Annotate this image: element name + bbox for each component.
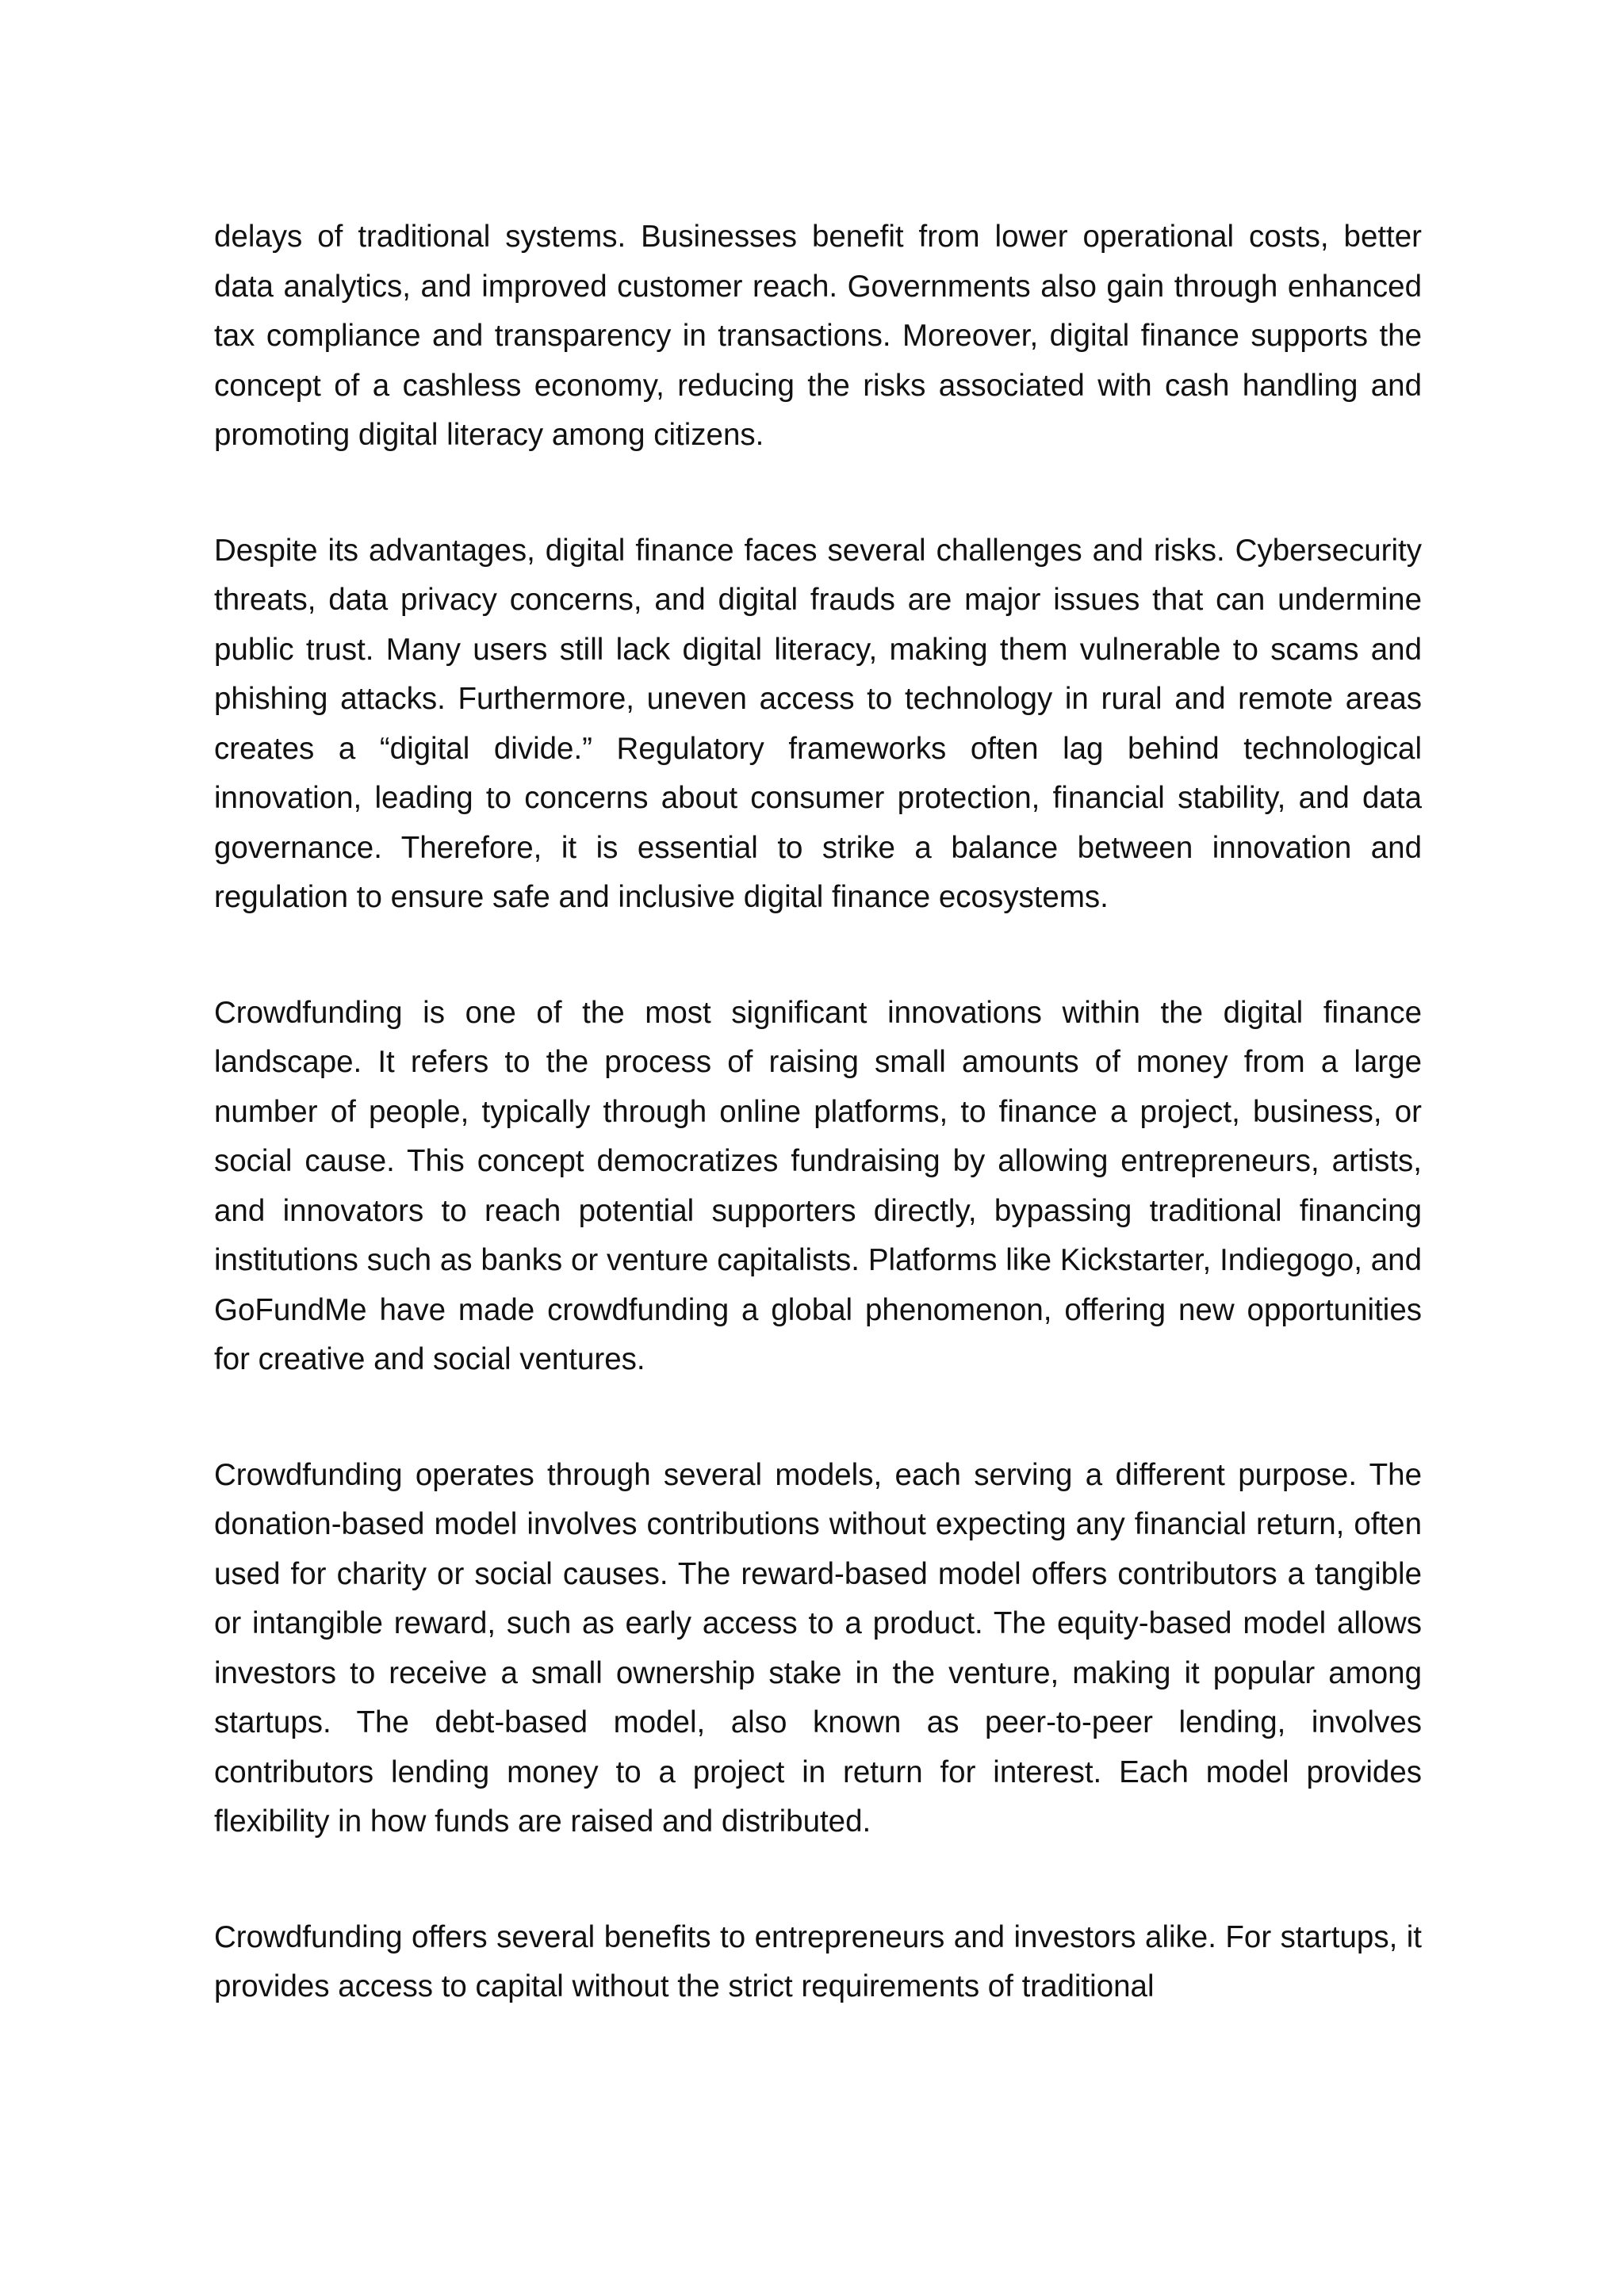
paragraph-digital-finance-challenges: Despite its advantages, digital finance faces several challenges and risks. Cybersecurity threats, data privacy concerns, and digital frauds are major issues that can undermine public trust. Many users still lack digital literacy, making them vulnerable to scams and phishing attacks. Furthermore, uneven access to technology in rural and remote areas creates a “digital divide.” Regulatory frameworks often lag behind technological innovation, leading to concerns about consumer protection, financial stability, and data governance. Therefore, it is essential to strike a balance between innovation and regulation to ensure safe and inclusive digital finance ecosystems. xyxy=(214,533,1422,914)
paragraph-crowdfunding-benefits: Crowdfunding offers several benefits to entrepreneurs and investors alike. For startups, it provides access to capital without the strict requirements of traditional xyxy=(214,1919,1422,2003)
paragraph-digital-finance-benefits: delays of traditional systems. Businesses benefit from lower operational costs, better data analytics, and improved customer reach. Governments also gain through enhanced tax compliance and transparency in transactions. Moreover, digital finance supports the concept of a cashless economy, reducing the risks associated with cash handling and promoting digital literacy among citizens. xyxy=(214,220,1422,452)
document-body xyxy=(214,212,1422,2078)
paragraph-crowdfunding-intro: Crowdfunding is one of the most significant innovations within the digital finance landscape. It refers to the process of raising small amounts of money from a large number of people, typically through online platforms, to finance a project, business, or social cause. This concept democratizes fundraising by allowing entrepreneurs, artists, and innovators to reach potential supporters directly, bypassing traditional financing institutions such as banks or venture capitalists. Platforms like Kickstarter, Indiegogo, and GoFundMe have made crowdfunding a global phenomenon, offering new opportunities for creative and social ventures. xyxy=(214,995,1422,1376)
paragraph-crowdfunding-models: Crowdfunding operates through several models, each serving a different purpose. The donation-based model involves contributions without expecting any financial return, often used for charity or social causes. The reward-based model offers contributors a tangible or intangible reward, such as early access to a product. The equity-based model allows investors to receive a small ownership stake in the venture, making it popular among startups. The debt-based model, also known as peer-to-peer lending, involves contributors lending money to a project in return for interest. Each model provides flexibility in how funds are raised and distributed. xyxy=(214,1457,1422,1839)
